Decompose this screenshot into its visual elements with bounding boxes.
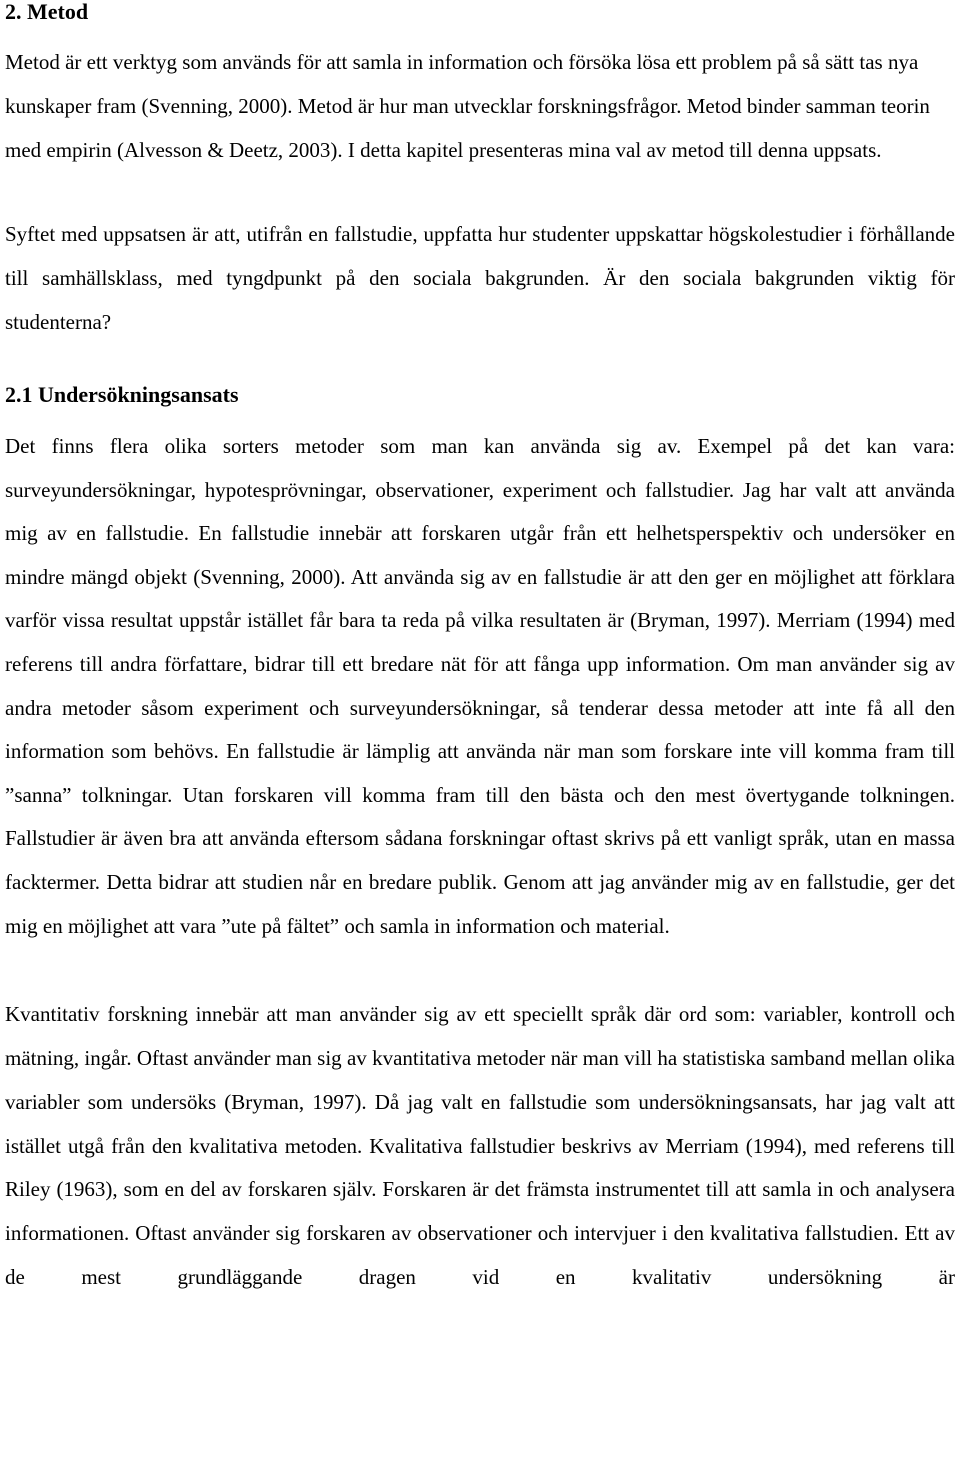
purpose-paragraph: Syftet med uppsatsen är att, utifrån en fallstudie, uppfatta hur studenter uppskattar högskolestudier i förhållande till samhällsklass, med tyngdpunkt på den sociala bakgrunden. Är den sociala bakgrunden viktig för studenterna?	[5, 222, 955, 334]
section-heading: 2. Metod	[5, 0, 89, 24]
intro-paragraph: Metod är ett verktyg som används för att samla in information och försöka lösa ett problem på så sätt tas nya kunskaper fram (Svenning, 2000). Metod är hur man utvecklar forskningsfrågor. Metod binder samman teorin med empirin (Alvesson & Deetz, 2003). I detta kapitel presenteras mina val av metod till denna uppsats.	[5, 50, 930, 162]
subsection-heading: 2.1 Undersökningsansats	[5, 382, 239, 407]
qualitative-paragraph: Kvantitativ forskning innebär att man använder sig av ett speciellt språk där ord som: variabler, kontroll och mätning, ingår. Oftast använder man sig av kvantitativa metoder när man vill ha statistiska samband mellan olika variabler som undersöks (Bryman, 1997). Då jag valt en fallstudie som undersökningsansats, har jag valt att istället utgå från den kvalitativa metoden. Kvalitativa fallstudier beskrivs av Merriam (1994), med referens till Riley (1963), som en del av forskaren själv. Forskaren är det främsta instrumentet till att samla in och analysera informationen. Oftast använder sig forskaren av observationer och intervjuer i den kvalitativa fallstudien. Ett av de mest grundläggande dragen vid en kvalitativ undersökning är	[5, 1002, 955, 1289]
method-paragraph: Det finns flera olika sorters metoder som man kan använda sig av. Exempel på det kan vara: surveyundersökningar, hypotesprövningar, observationer, experiment och fallstudier. Jag har valt att använda mig av en fallstudie. En fallstudie innebär att forskaren utgår från ett helhetsperspektiv och undersöker en mindre mängd objekt (Svenning, 2000). Att använda sig av en fallstudie är att den ger en möjlighet att förklara varför vissa resultat uppstår istället får bara ta reda på vilka resultaten är (Bryman, 1997). Merriam (1994) med referens till andra författare, bidrar till ett bredare nät för att fånga upp information. Om man använder sig av andra metoder såsom experiment och surveyundersökningar, så tenderar dessa metoder att inte få all den information som behövs. En fallstudie är lämplig att använda när man som forskare inte vill komma fram till ”sanna” tolkningar. Utan forskaren vill komma fram till den bästa och den mest övertygande tolkningen. Fallstudier är även bra att använda eftersom sådana forskningar oftast skrivs på ett vanligt språk, utan en massa facktermer. Detta bidrar att studien når en bredare publik. Genom att jag använder mig av en fallstudie, ger det mig en möjlighet att vara ”ute på fältet” och samla in information och material.	[5, 434, 955, 938]
